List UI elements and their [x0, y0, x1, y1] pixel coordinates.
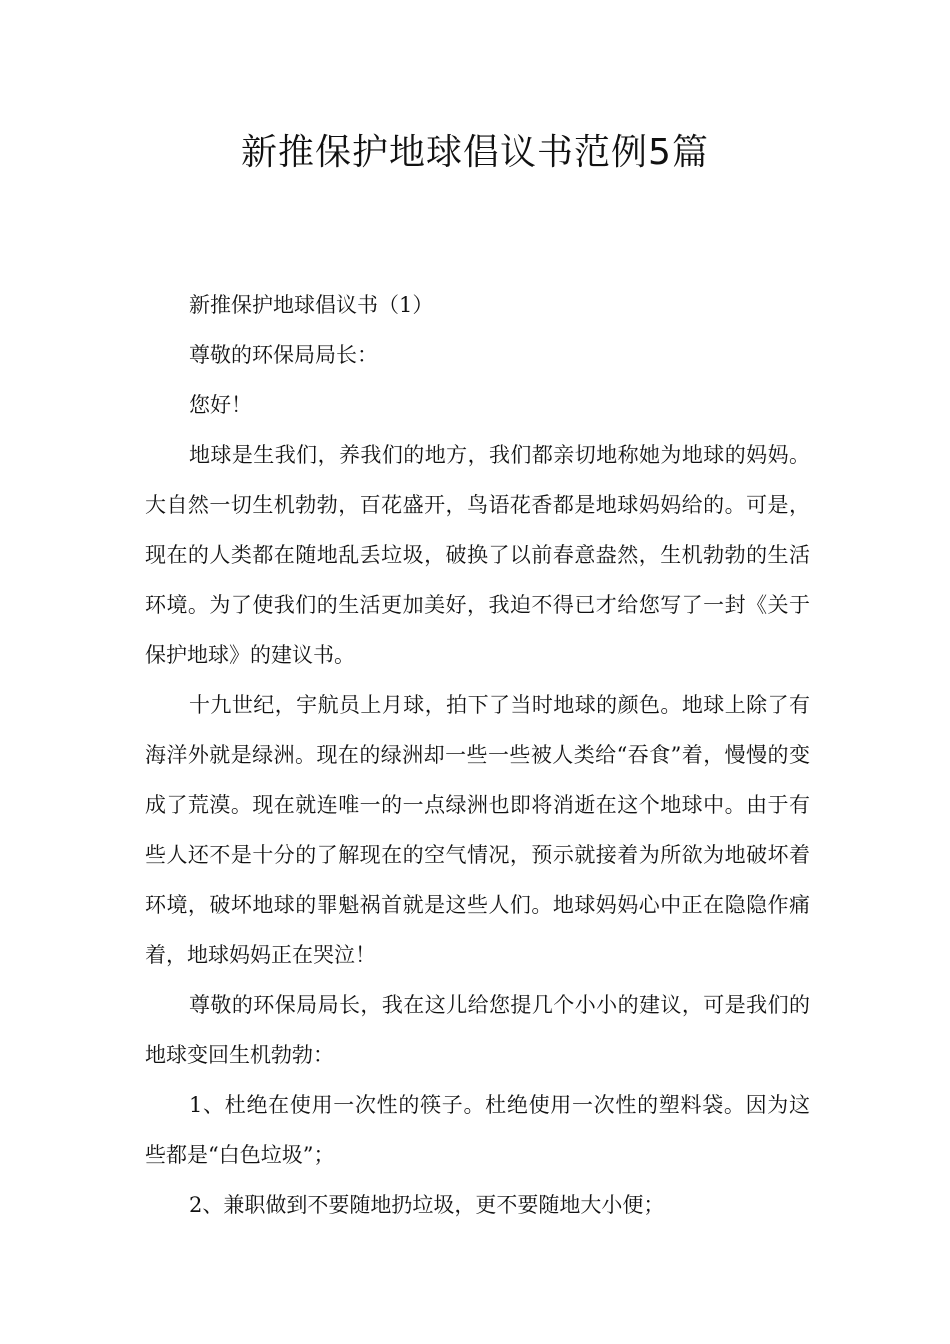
paragraph-list-item: 1、杜绝在使用一次性的筷子。杜绝使用一次性的塑料袋。因为这些都是“白色垃圾”；	[145, 1093, 810, 1167]
paragraph-text: 尊敬的环保局局长，我在这儿给您提几个小小的建议，可是我们的地球变回生机勃勃：	[145, 993, 810, 1067]
document-body	[145, 280, 810, 1230]
document-title: 新推保护地球倡议书范例5篇	[241, 132, 709, 173]
paragraph-salutation: 尊敬的环保局局长：	[189, 343, 378, 367]
paragraph-greeting: 您好！	[189, 393, 252, 417]
paragraph-list-item: 2、兼职做到不要随地扔垃圾，更不要随地大小便；	[189, 1193, 665, 1217]
paragraph-text: 十九世纪，宇航员上月球，拍下了当时地球的颜色。地球上除了有海洋外就是绿洲。现在的绿洲却一些一些被人类给“吞食”着，慢慢的变成了荒漠。现在就连唯一的一点绿洲也即将消逝在这个地球中。由于有些人还不是十分的了解现在的空气情况，预示就接着为所欲为地破坏着环境，破坏地球的罪魁祸首就是这些人们。地球妈妈心中正在隐隐作痛着，地球妈妈正在哭泣！	[145, 693, 810, 967]
paragraph-heading: 新推保护地球倡议书（1）	[189, 293, 434, 317]
paragraph-text: 地球是生我们，养我们的地方，我们都亲切地称她为地球的妈妈。大自然一切生机勃勃，百花盛开，鸟语花香都是地球妈妈给的。可是，现在的人类都在随地乱丢垃圾，破换了以前春意盎然，生机勃勃的生活环境。为了使我们的生活更加美好，我迫不得已才给您写了一封《关于保护地球》的建议书。	[145, 443, 810, 667]
